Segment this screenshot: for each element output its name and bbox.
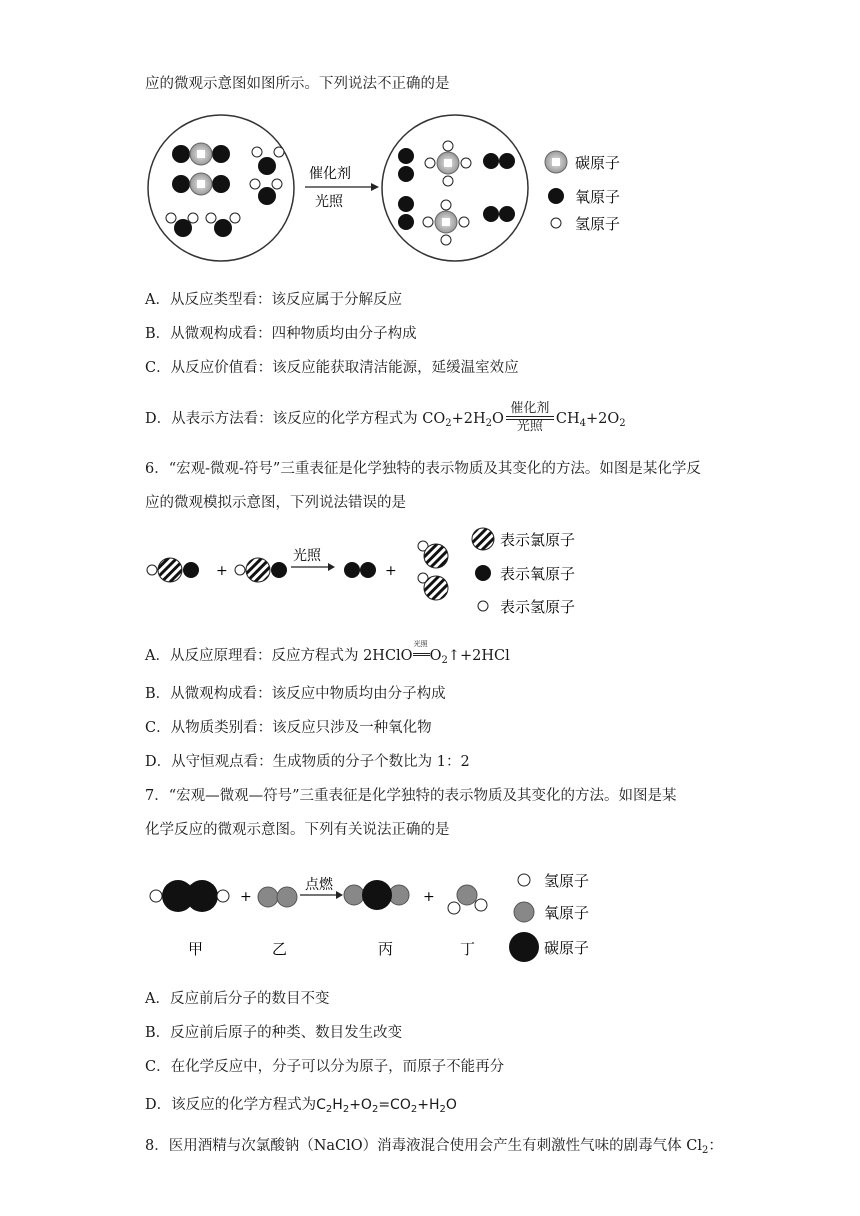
ch4-molecule <box>423 200 469 245</box>
q5-arrow-top-label: 催化剂 <box>309 166 351 182</box>
q6-line2: 应的微观模拟示意图，下列说法错误的是 <box>145 495 406 511</box>
legend-carbon-label: 碳原子 <box>575 154 621 172</box>
q5-arrow-bottom-label: 光照 <box>315 194 343 210</box>
q5-option-d: D．从表示方法看：该反应的化学方程式为 $CO_2+2H_2O$ 催化剂 光照 $CH_4+2O_2$ <box>145 401 626 434</box>
q7-option-b: B．反应前后原子的种类、数目发生改变 <box>145 1025 403 1041</box>
o2-molecule <box>258 887 297 907</box>
legend-carbon-label: 碳原子 <box>544 939 590 957</box>
o2-molecule <box>344 562 376 578</box>
legend-hydrogen-label: 表示氢原子 <box>500 598 576 616</box>
ch4-molecule <box>425 141 471 186</box>
q6-option-d: D．从守恒观点看：生成物质的分子个数比为 1：2 <box>145 754 470 770</box>
h2o-molecule <box>252 147 284 175</box>
legend-hydrogen-label: 氢原子 <box>544 872 590 890</box>
co2-molecule <box>172 143 230 165</box>
q7-line1: 7．“宏观—微观—符号”三重表征是化学独特的表示物质及其变化的方法。如图是某 <box>145 788 677 804</box>
c2h2-molecule <box>150 880 229 912</box>
label-ding: 丁 <box>460 940 476 958</box>
co2-molecule <box>172 173 230 195</box>
legend-hydrogen-label: 氢原子 <box>575 215 621 233</box>
h2o-molecule <box>448 885 487 914</box>
label-yi: 乙 <box>272 940 288 958</box>
hcl-molecule <box>418 541 448 568</box>
co2-molecule <box>344 880 409 910</box>
q5-legend <box>545 151 620 233</box>
o2-molecule <box>398 196 414 230</box>
o2-molecule <box>398 148 414 182</box>
hclo-molecule <box>235 558 287 582</box>
plus-sign: + <box>385 563 397 579</box>
q6-option-c: C．从物质类别看：该反应只涉及一种氧化物 <box>145 720 432 736</box>
q5-d-condition: 催化剂 光照 <box>506 402 554 434</box>
q7-arrow-label: 点燃 <box>305 877 333 893</box>
hcl-molecule <box>418 573 448 600</box>
q6-option-a: A．从反应原理看：反应方程式为 2HClO 光照 $O_2↑+2HCl$ <box>145 640 510 666</box>
h2o-molecule <box>250 179 282 205</box>
h2o-molecule <box>206 213 240 237</box>
q5-option-b: B．从微观构成看：四种物质均由分子构成 <box>145 326 417 342</box>
q5-reaction-figure <box>145 108 645 268</box>
hclo-molecule <box>147 558 199 582</box>
q7-option-c: C．在化学反应中，分子可以分为原子，而原子不能再分 <box>145 1059 505 1075</box>
q7-reaction-figure <box>140 862 610 967</box>
q7-legend <box>509 872 589 962</box>
q6-reaction-figure <box>140 525 610 620</box>
q7-option-d: D．该反应的化学方程式为$C_2H_2+O_2=CO_2+H_2O$ <box>145 1097 457 1115</box>
q6-line1: 6．“宏观-微观-符号”三重表征是化学独特的表示物质及其变化的方法。如图是某化学反 <box>145 461 701 477</box>
legend-oxygen-label: 氧原子 <box>575 188 621 206</box>
plus-sign: + <box>423 889 435 905</box>
h2o-molecule <box>166 213 198 237</box>
q7-line2: 化学反应的微观示意图。下列有关说法正确的是 <box>145 822 450 838</box>
o2-molecule <box>483 206 515 222</box>
o2-molecule <box>483 153 515 169</box>
q6-legend <box>472 528 575 616</box>
label-bing: 丙 <box>378 940 394 958</box>
q5-option-c: C．从反应价值看：该反应能获取清洁能源，延缓温室效应 <box>145 360 519 376</box>
legend-oxygen-label: 表示氧原子 <box>500 565 576 583</box>
legend-oxygen-label: 氧原子 <box>544 904 590 922</box>
plus-sign: + <box>216 563 228 579</box>
products-circle <box>382 115 528 261</box>
q6-option-b: B．从微观构成看：该反应中物质均由分子构成 <box>145 686 446 702</box>
q7-option-a: A．反应前后分子的数目不变 <box>145 991 330 1007</box>
q5-option-a: A．从反应类型看：该反应属于分解反应 <box>145 292 402 308</box>
q8-line1: 8．医用酒精与次氯酸钠（NaClO）消毒液混合使用会产生有刺激性气味的剧毒气体 $Cl_2$： <box>145 1138 723 1156</box>
label-jia: 甲 <box>188 940 204 958</box>
q6-arrow-label: 光照 <box>293 548 321 564</box>
plus-sign: + <box>240 889 252 905</box>
q5-intro-line: 应的微观示意图如图所示。下列说法不正确的是 <box>145 76 450 92</box>
q6-a-condition: 光照 <box>413 648 430 664</box>
legend-chlorine-label: 表示氯原子 <box>500 531 576 549</box>
